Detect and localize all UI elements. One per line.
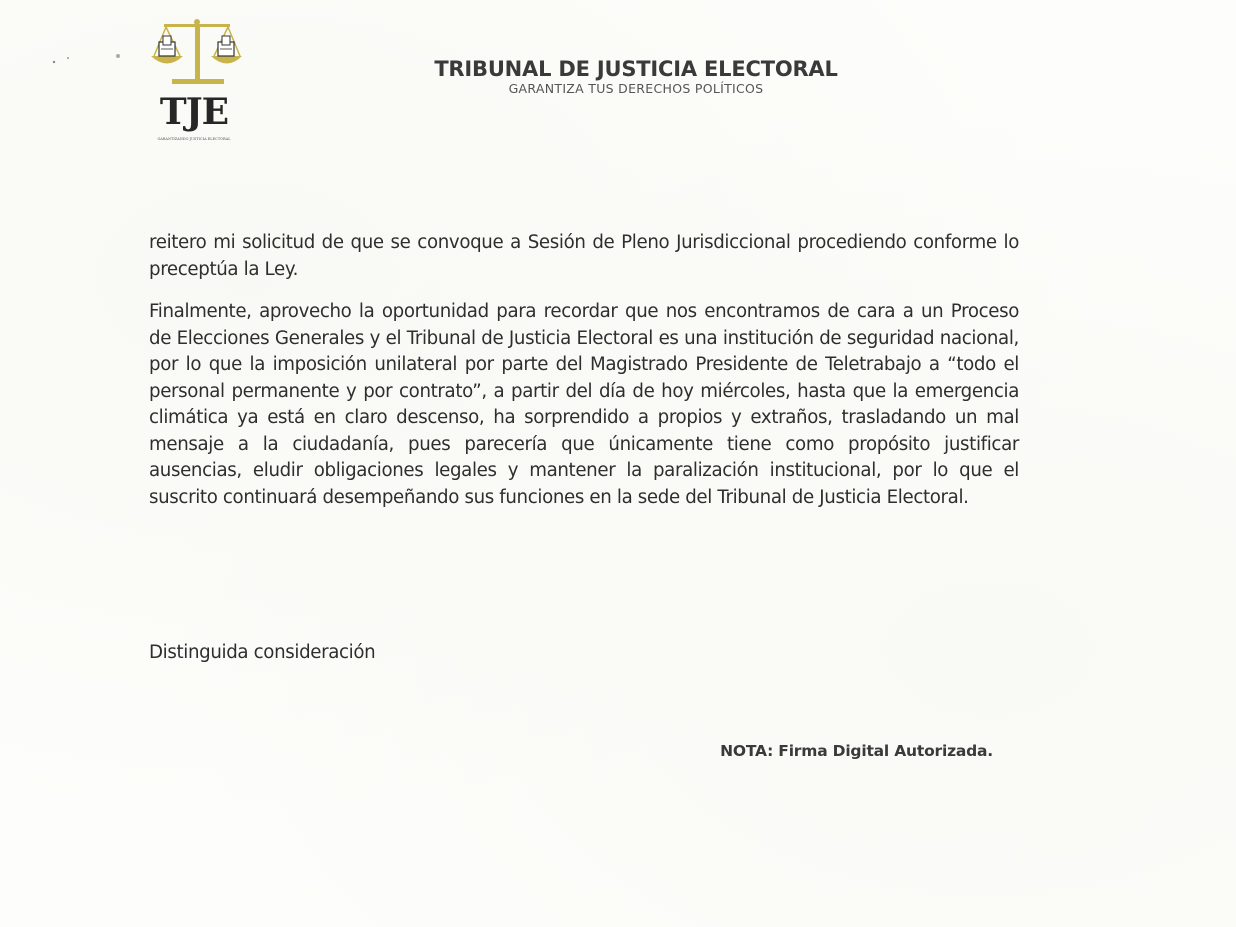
paragraph-1: reitero mi solicitud de que se convoque a Sesión de Pleno Jurisdiccional procediendo conforme lo preceptúa la Ley.: [149, 232, 1019, 280]
tje-logo: [146, 16, 242, 146]
paragraph-2: Finalmente, aprovecho la oportunidad para recordar que nos encontramos de cara a un Proceso de Elecciones Generales y el Tribunal de Justicia Electoral es una institución de seguridad nacional, por lo que la imposición unilateral por parte del Magistrado Presidente de Teletrabajo a “todo el personal permanente y por contrato”, a partir del día de hoy miércoles, hasta que la emergencia climática ya está en claro descenso, ha sorprendido a propios y extraños, trasladando un mal mensaje a la ciudadanía, pues parecería que únicamente tiene como propósito justificar ausencias, eludir obligaciones legales y mantener la paralización institucional, por lo que el suscrito continuará desempeñando sus funciones en la sede del Tribunal de Justicia Electoral.: [149, 301, 1019, 508]
institution-title: TRIBUNAL DE JUSTICIA ELECTORAL: [434, 57, 838, 81]
letterhead: [380, 56, 892, 96]
scan-specks: [50, 46, 130, 66]
logo-letters: TJE: [159, 91, 229, 133]
institution-subtitle: GARANTIZA TUS DERECHOS POLÍTICOS: [508, 81, 764, 96]
signature-note: NOTA: Firma Digital Autorizada.: [720, 742, 993, 760]
scales-of-justice-icon: [146, 16, 242, 96]
closing-line: Distinguida consideración: [149, 642, 376, 663]
logo-tagline: GARANTIZANDO JUSTICIA ELECTORAL: [157, 137, 231, 141]
